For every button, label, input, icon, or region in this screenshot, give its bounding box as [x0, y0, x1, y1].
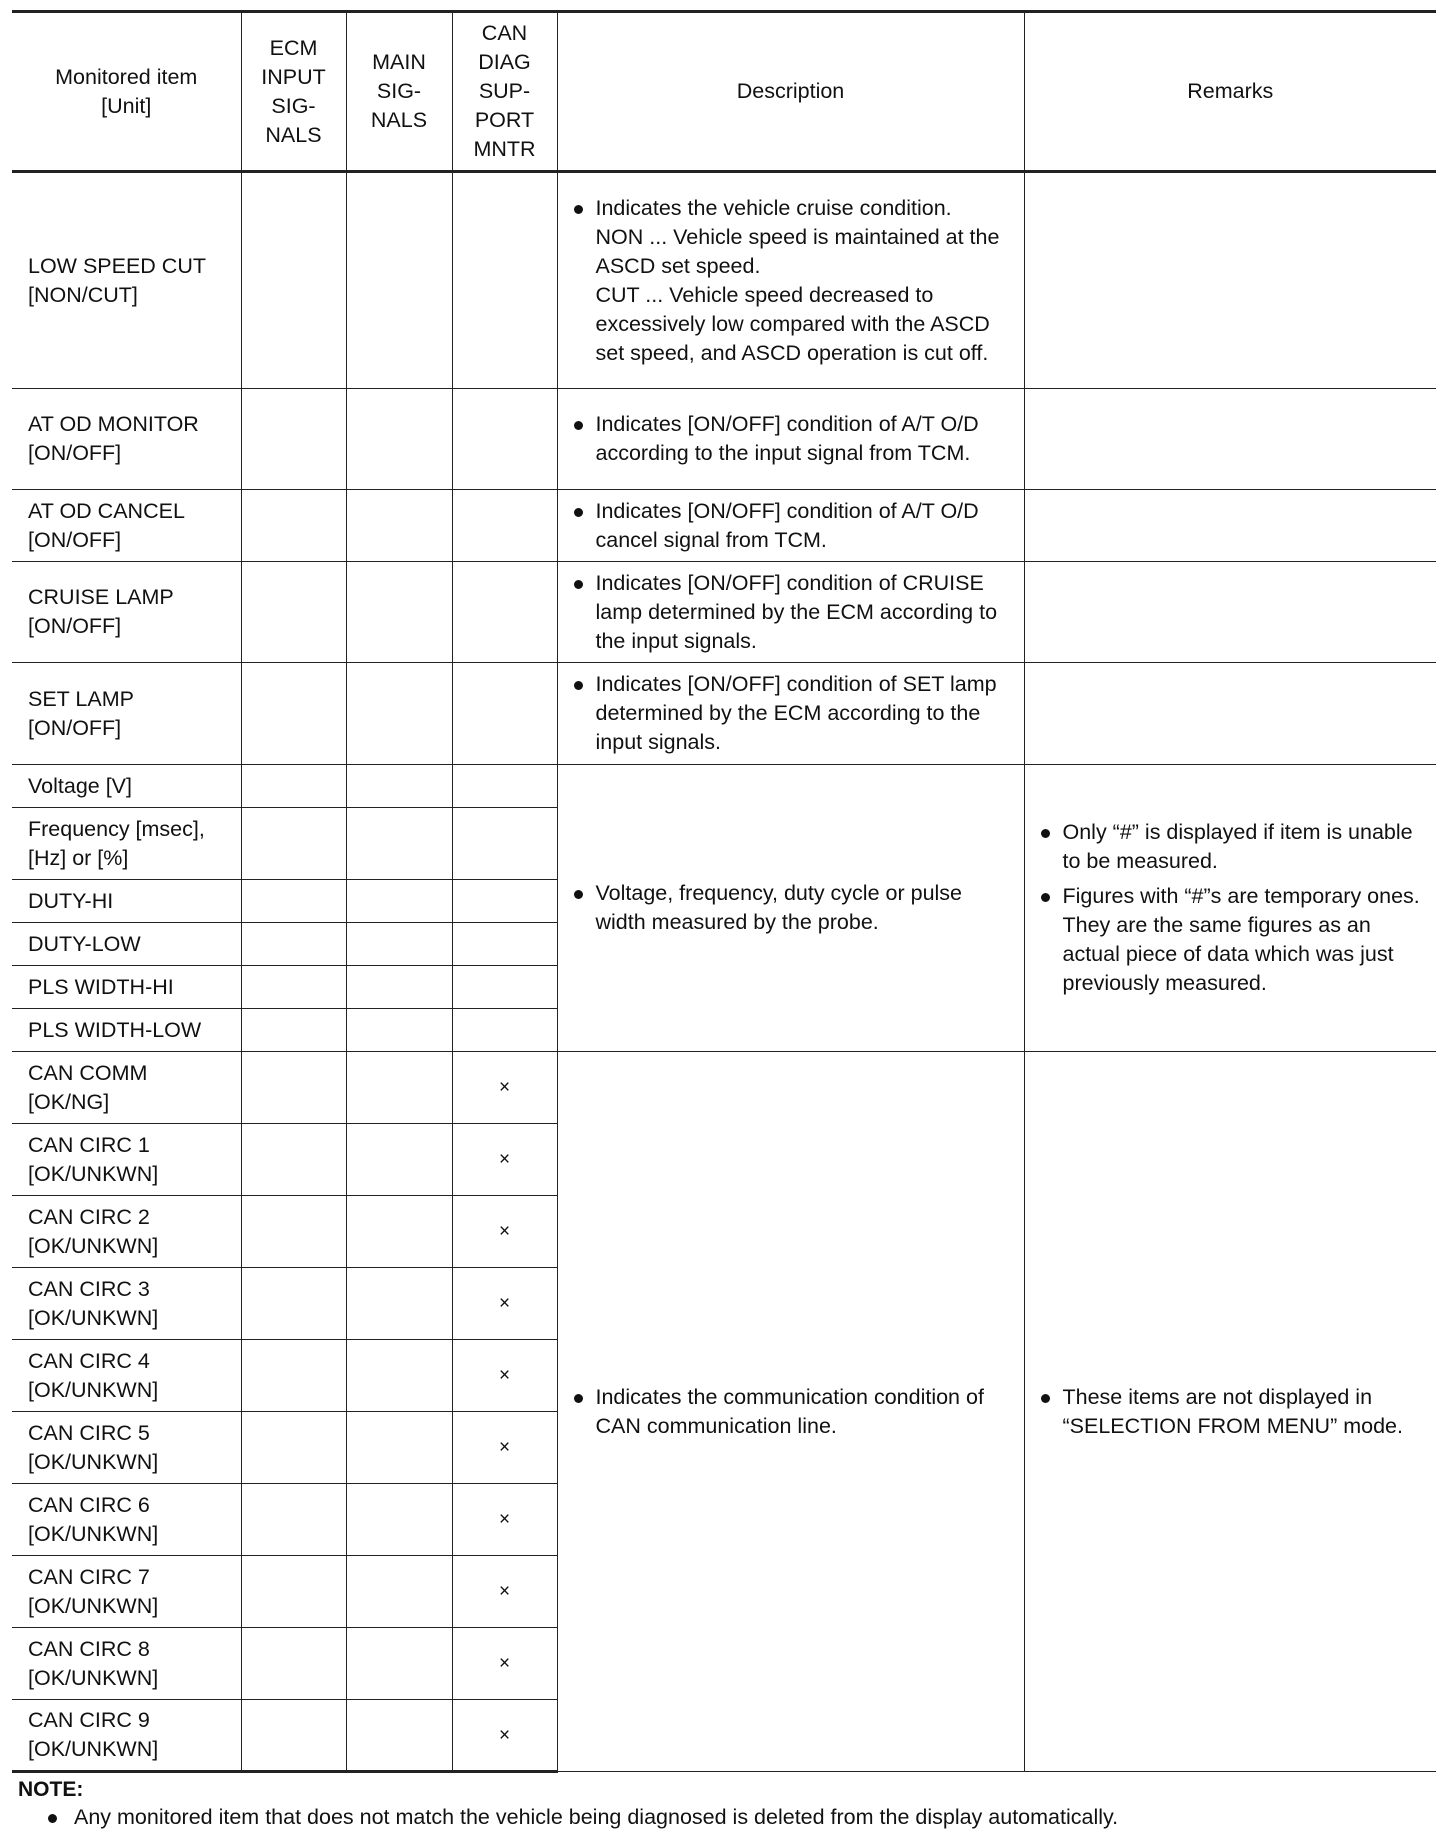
can-diag-mark: × — [452, 1052, 557, 1124]
table-row — [12, 1052, 1436, 1124]
item-can-comm: CAN COMM [OK/NG] — [12, 1052, 241, 1124]
can-diag-mark: × — [452, 1268, 557, 1340]
item-at-od-cancel: AT OD CANCEL [ON/OFF] — [12, 490, 241, 562]
header-description: Description — [557, 12, 1024, 172]
desc-set-lamp — [557, 663, 1024, 765]
desc-at-od-monitor — [557, 389, 1024, 490]
can-diag-mark: × — [452, 1628, 557, 1700]
table-row — [12, 490, 1436, 562]
bullet-item: Indicates the communication condition of CAN communication line. — [572, 1383, 1014, 1441]
bullet-item: Indicates [ON/OFF] condition of A/T O/D cancel signal from TCM. — [572, 497, 1014, 555]
item-can-circ-2: CAN CIRC 2 [OK/UNKWN] — [12, 1196, 241, 1268]
table-row — [12, 663, 1436, 765]
table-row — [12, 765, 1436, 808]
header-main-signals: MAIN SIG- NALS — [346, 12, 452, 172]
item-pls-width-low: PLS WIDTH-LOW — [12, 1009, 241, 1052]
item-frequency: Frequency [msec], [Hz] or [%] — [12, 808, 241, 880]
bullet-item: These items are not displayed in “SELECTION FROM MENU” mode. — [1039, 1383, 1427, 1441]
monitor-item-page — [12, 10, 1436, 1773]
note-bullet: Any monitored item that does not match the vehicle being diagnosed is deleted from the display automatically. — [18, 1803, 1428, 1832]
item-voltage: Voltage [V] — [12, 765, 241, 808]
note-title: NOTE: — [18, 1778, 84, 1801]
remarks-can-communication — [1024, 1052, 1436, 1772]
bullet-item: Indicates [ON/OFF] condition of SET lamp determined by the ECM according to the input signals. — [572, 670, 1014, 757]
can-diag-mark: × — [452, 1700, 557, 1772]
bullet-item: Indicates [ON/OFF] condition of A/T O/D according to the input signal from TCM. — [572, 410, 1014, 468]
header-monitored-item: Monitored item [Unit] — [12, 12, 241, 172]
table-header-row — [12, 12, 1436, 172]
header-can-diag-support-mntr: CAN DIAG SUP- PORT MNTR — [452, 12, 557, 172]
item-can-circ-9: CAN CIRC 9 [OK/UNKWN] — [12, 1700, 241, 1772]
item-can-circ-5: CAN CIRC 5 [OK/UNKWN] — [12, 1412, 241, 1484]
desc-probe-measurement — [557, 765, 1024, 1052]
table-row — [12, 389, 1436, 490]
item-pls-width-hi: PLS WIDTH-HI — [12, 966, 241, 1009]
header-ecm-input-signals: ECM INPUT SIG- NALS — [241, 12, 346, 172]
table-row — [12, 562, 1436, 663]
bullet-item: Voltage, frequency, duty cycle or pulse width measured by the probe. — [572, 879, 1014, 937]
item-can-circ-4: CAN CIRC 4 [OK/UNKWN] — [12, 1340, 241, 1412]
item-can-circ-3: CAN CIRC 3 [OK/UNKWN] — [12, 1268, 241, 1340]
bullet-item: Indicates [ON/OFF] condition of CRUISE lamp determined by the ECM according to the input signals. — [572, 569, 1014, 656]
item-cruise-lamp: CRUISE LAMP [ON/OFF] — [12, 562, 241, 663]
item-duty-hi: DUTY-HI — [12, 880, 241, 923]
can-diag-mark: × — [452, 1484, 557, 1556]
item-low-speed-cut: LOW SPEED CUT [NON/CUT] — [12, 172, 241, 389]
item-can-circ-8: CAN CIRC 8 [OK/UNKWN] — [12, 1628, 241, 1700]
desc-can-communication — [557, 1052, 1024, 1772]
item-duty-low: DUTY-LOW — [12, 923, 241, 966]
remarks-probe-measurement — [1024, 765, 1436, 1052]
can-diag-mark: × — [452, 1124, 557, 1196]
monitor-item-table — [12, 10, 1436, 1773]
desc-low-speed-cut — [557, 172, 1024, 389]
item-at-od-monitor: AT OD MONITOR [ON/OFF] — [12, 389, 241, 490]
note-section — [18, 1777, 1428, 1832]
can-diag-mark: × — [452, 1196, 557, 1268]
table-row — [12, 172, 1436, 389]
item-can-circ-7: CAN CIRC 7 [OK/UNKWN] — [12, 1556, 241, 1628]
can-diag-mark: × — [452, 1556, 557, 1628]
desc-cruise-lamp — [557, 562, 1024, 663]
item-can-circ-1: CAN CIRC 1 [OK/UNKWN] — [12, 1124, 241, 1196]
item-set-lamp: SET LAMP [ON/OFF] — [12, 663, 241, 765]
bullet-item: Only “#” is displayed if item is unable to be measured. — [1039, 818, 1427, 876]
desc-at-od-cancel — [557, 490, 1024, 562]
item-can-circ-6: CAN CIRC 6 [OK/UNKWN] — [12, 1484, 241, 1556]
bullet-item: Indicates the vehicle cruise condition. NON ... Vehicle speed is maintained at the ASCD set speed. CUT ... Vehicle speed decreased to excessively low compared with the ASCD set speed, and ASCD operation is cut off. — [572, 194, 1014, 368]
can-diag-mark: × — [452, 1412, 557, 1484]
bullet-item: Figures with “#”s are temporary ones. They are the same figures as an actual piece of data which was just previously measured. — [1039, 882, 1427, 998]
can-diag-mark: × — [452, 1340, 557, 1412]
header-remarks: Remarks — [1024, 12, 1436, 172]
